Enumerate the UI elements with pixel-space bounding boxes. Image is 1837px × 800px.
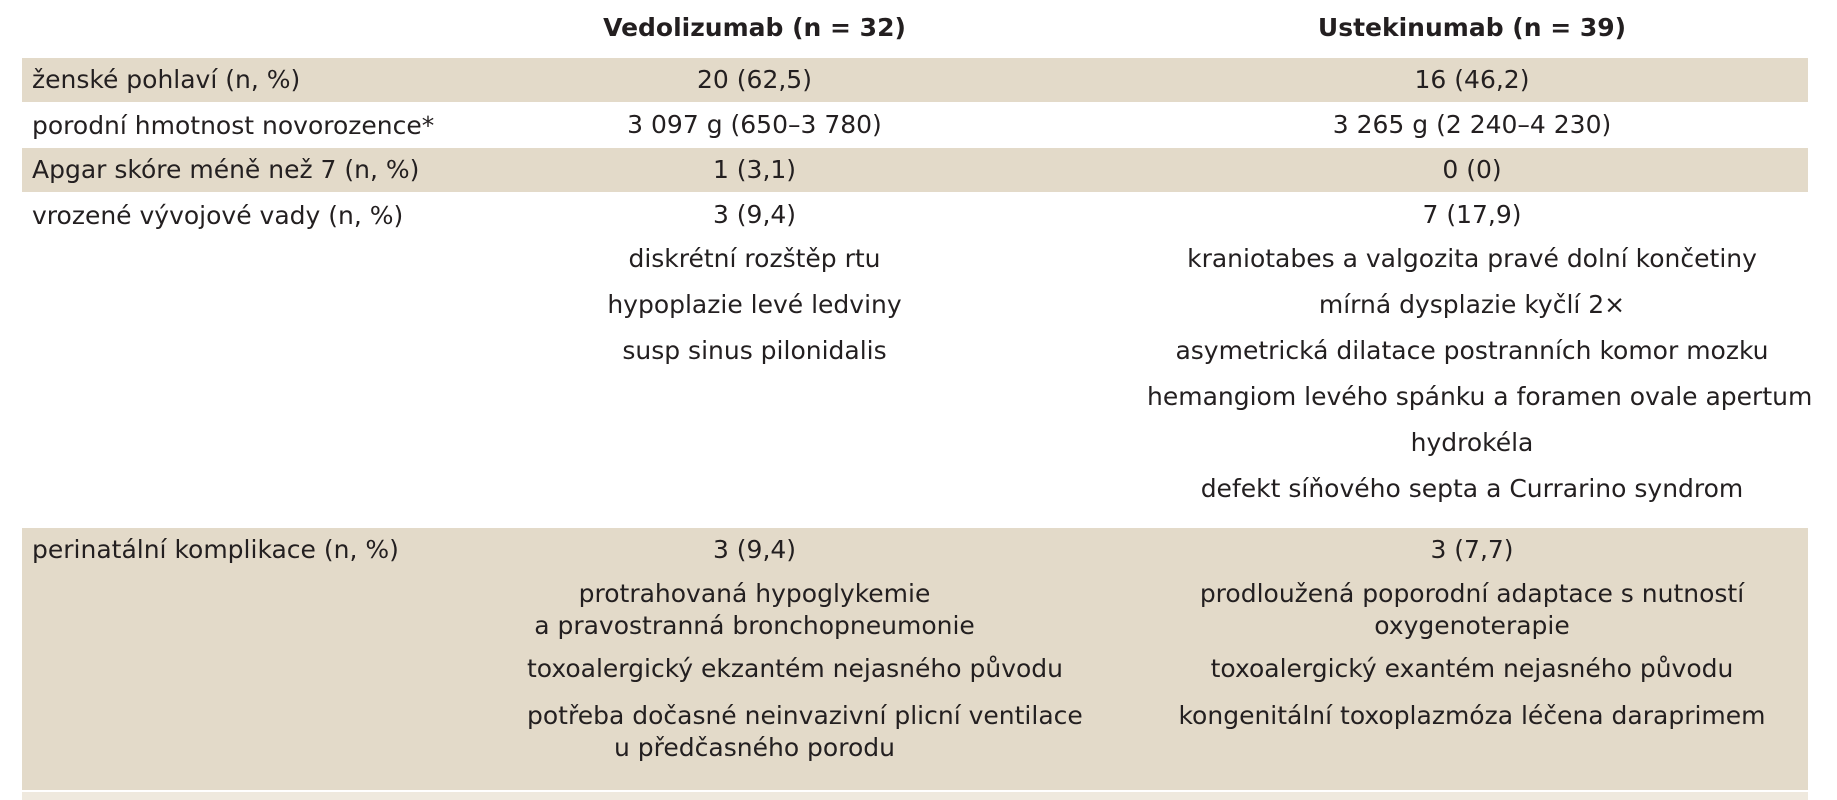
row-label: ženské pohlaví (n, %) bbox=[32, 65, 301, 94]
ustekinumab-cell bbox=[1147, 104, 1797, 146]
vedolizumab-cell bbox=[527, 528, 1083, 764]
table-header-row bbox=[22, 0, 1808, 56]
cell-detail: prodloužená poporodní adaptace s nutností bbox=[1199, 579, 1745, 608]
table-row bbox=[22, 58, 1808, 102]
vedolizumab-cell bbox=[527, 104, 982, 146]
vedolizumab-cell bbox=[527, 194, 982, 374]
cell-value: 3 (7,7) bbox=[1430, 535, 1514, 564]
cell-value: 3 (9,4) bbox=[712, 535, 797, 564]
cell-value: 3 (9,4) bbox=[712, 200, 797, 229]
cell-detail: a pravostranná bronchopneumonie bbox=[534, 611, 975, 640]
cell-detail: hydrokéla bbox=[1410, 428, 1534, 457]
cell-detail: potřeba dočasné neinvazivní plicní ventilace bbox=[527, 701, 1083, 730]
cell-detail: oxygenoterapie bbox=[1374, 611, 1570, 640]
cell-value: 16 (46,2) bbox=[1414, 65, 1530, 94]
ustekinumab-cell bbox=[1147, 58, 1797, 102]
cell-detail: asymetrická dilatace postranních komor mozku bbox=[1175, 336, 1769, 365]
row-label: porodní hmotnost novorozence* bbox=[32, 111, 435, 140]
cell-detail: protrahovaná hypoglykemie bbox=[578, 579, 931, 608]
cell-detail: u předčasného porodu bbox=[614, 733, 895, 762]
row-label: vrozené vývojové vady (n, %) bbox=[32, 201, 404, 230]
row-label: Apgar skóre méně než 7 (n, %) bbox=[32, 155, 420, 184]
cell-value: 3 097 g (650–3 780) bbox=[627, 110, 882, 139]
cell-detail: mírná dysplazie kyčlí 2× bbox=[1318, 290, 1626, 319]
vedolizumab-cell bbox=[527, 148, 982, 192]
cell-detail: toxoalergický ekzantém nejasného původu bbox=[527, 654, 1063, 683]
cell-detail: hypoplazie levé ledviny bbox=[607, 290, 902, 319]
table-row bbox=[22, 148, 1808, 192]
cell-detail: kraniotabes a valgozita pravé dolní končetiny bbox=[1187, 244, 1757, 273]
cell-value: 0 (0) bbox=[1442, 155, 1502, 184]
header-vedolizumab: Vedolizumab (n = 32) bbox=[603, 13, 906, 42]
ustekinumab-cell bbox=[1147, 528, 1797, 732]
cell-detail: hemangiom levého spánku a foramen ovale apertum bbox=[1147, 382, 1813, 411]
table-bottom-border bbox=[22, 792, 1808, 800]
cell-value: 3 265 g (2 240–4 230) bbox=[1332, 110, 1612, 139]
ustekinumab-cell bbox=[1147, 194, 1813, 512]
cell-detail: defekt síňového septa a Currarino syndrom bbox=[1200, 474, 1744, 503]
header-ustekinumab: Ustekinumab (n = 39) bbox=[1317, 13, 1627, 42]
data-table bbox=[22, 0, 1813, 800]
vedolizumab-cell bbox=[527, 58, 982, 102]
cell-detail: kongenitální toxoplazmóza léčena daraprimem bbox=[1178, 701, 1766, 730]
cell-value: 1 (3,1) bbox=[712, 155, 797, 184]
cell-value: 7 (17,9) bbox=[1422, 200, 1522, 229]
table-row bbox=[22, 104, 1808, 146]
cell-value: 20 (62,5) bbox=[697, 65, 812, 94]
ustekinumab-cell bbox=[1147, 148, 1797, 192]
cell-detail: diskrétní rozštěp rtu bbox=[628, 244, 881, 273]
table-row bbox=[22, 194, 1813, 526]
cell-detail: susp sinus pilonidalis bbox=[622, 336, 887, 365]
cell-detail: toxoalergický exantém nejasného původu bbox=[1210, 654, 1734, 683]
row-label: perinatální komplikace (n, %) bbox=[32, 535, 399, 564]
table-row bbox=[22, 528, 1808, 790]
